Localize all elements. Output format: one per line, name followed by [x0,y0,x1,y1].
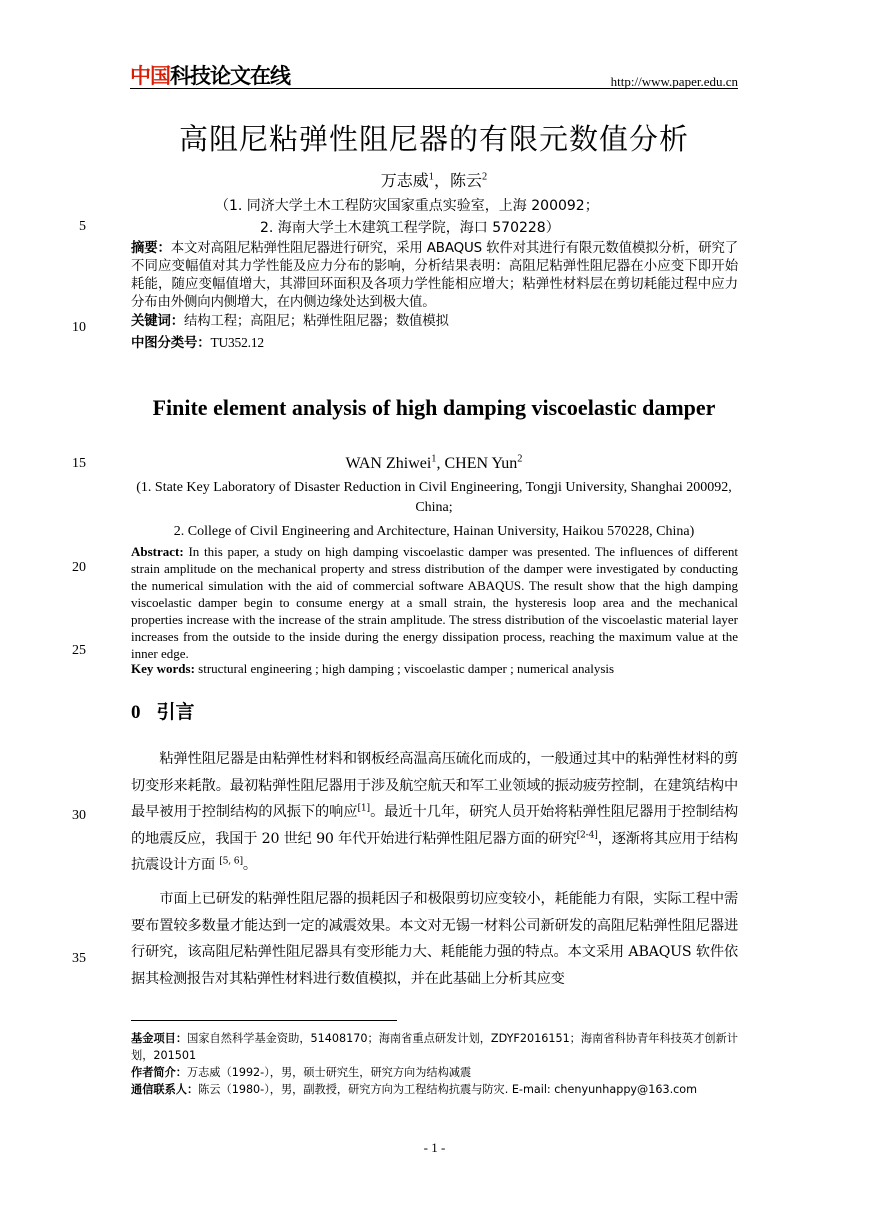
line-number-25: 25 [72,643,86,658]
abstract-cn [131,240,738,312]
logo-red-text: 中国 [130,64,170,88]
footnote-contact-text: 陈云（1980-），男，副教授，研究方向为工程结构抗震与防灾. E-mail: chenyunhappy@163.com [198,1083,698,1096]
author-en-1-affil: 1 [431,453,437,465]
abstract-cn-text: 本文对高阻尼粘弹性阻尼器进行研究，采用 ABAQUS 软件对其进行有限元数值模拟分析，研究了不同应变幅值对其力学性能及应力分布的影响，分析结果表明：高阻尼粘弹性阻尼器在小应变下即开始耗能，随应变幅值增大，其滞回环面积及各项力学性能相应增大；粘弹性材料层在剪切耗能过程中应力分布由外侧向内侧增大，在内侧边缘处达到极大值。 [131,241,738,310]
footnotes [131,1030,738,1098]
keywords-cn [131,313,738,331]
body-p1-text-b: 。最近十几年，研究人员开始将粘弹性阻尼器用于控制结构的地震反应，我国于 20 世纪 90 年代开始进行粘弹性阻尼器方面的研究 [131,804,738,847]
affiliation-en-2: 2. College of Civil Engineering and Architecture, Hainan University, Haikou 570228, China) [173,524,695,539]
body-paragraph-2: 市面上已研发的粘弹性阻尼器的损耗因子和极限剪切应变较小，耗能能力有限，实际工程中需要布置较多数量才能达到一定的减震效果。本文对无锡一材料公司新研发的高阻尼粘弹性阻尼器进行研究，该高阻尼粘弹性阻尼器具有变形能力大、耗能能力强的特点。本文采用 ABAQUS 软件依据其检测报告对其粘弹性材料进行数值模拟，并在此基础上分析其应变 [131,891,738,987]
line-number-5: 5 [79,219,86,234]
keywords-cn-label: 关键词： [131,314,184,329]
keywords-en [131,660,738,677]
header-rule [130,88,738,89]
section-number: 0 [131,702,141,723]
logo-black-text: 科技论文在线 [170,64,290,88]
author-cn-1-affil: 1 [428,171,434,183]
affiliation-cn-2: 2. 海南大学土木建筑工程学院，海口 570228） [260,220,560,236]
citation-ref-5-6[interactable]: [5, 6] [219,855,243,867]
footnote-contact [131,1081,738,1098]
footnote-fund [131,1030,738,1064]
line-number-35: 35 [72,951,86,966]
section-title: 引言 [156,701,195,723]
affiliation-en-1: (1. State Key Laboratory of Disaster Reduction in Civil Engineering, Tongji University, Shanghai 200092, China; [136,480,732,515]
body-p1-text-c: ，逐渐将其应用于结构抗震设计方面 [131,830,738,874]
author-en-2: CHEN Yun [444,455,518,472]
author-en-1: WAN Zhiwei [345,455,432,472]
author-cn-2-affil: 2 [482,171,488,183]
footnote-author-text: 万志威（1992-），男，硕士研究生，研究方向为结构减震 [186,1066,472,1079]
author-en-sep: , [436,455,445,472]
header-url[interactable]: http://www.paper.edu.cn [610,74,738,89]
citation-ref-2-4[interactable]: [2-4] [576,829,598,841]
page-number: - 1 - [423,1140,446,1155]
abstract-cn-label: 摘要： [131,241,171,256]
abstract-en [131,543,738,662]
footnote-rule [131,1020,397,1021]
body-p1-text-a: 粘弹性阻尼器是由粘弹性材料和钢板经高温高压硫化而成的，一般通过其中的粘弹性材料的剪切变形来耗散。最初粘弹性阻尼器用于涉及航空航天和军工业领域的振动疲劳控制，在建筑结构中最早被用于控制结构的风振下的响应 [131,751,738,821]
clc-value: TU352.12 [210,335,264,350]
authors-en [130,453,738,475]
paper-title-en: Finite element analysis of high damping viscoelastic damper [152,395,716,420]
line-number-15: 15 [72,456,86,471]
clc-label: 中图分类号： [131,336,211,351]
footnote-author-label: 作者简介： [131,1066,187,1079]
author-cn-1: 万志威 [380,171,429,190]
body-p1-text-d: 。 [242,857,257,874]
body-paragraph-1 [131,746,738,879]
abstract-en-text: In this paper, a study on high damping viscoelastic damper was presented. The influences of different strain amplitude on the mechanical property and stress distribution of the damper were investigated by conducting the numerical simulation with the aid of commercial software ABAQUS. The result show that the high damping viscoelastic damper begin to consume energy at a small strain, the hysteresis loop area and the mechanical properties increase with the increase of the strain amplitude. The stress distribution of the viscoelastic material layer increases from the outside to the inside during the energy dissipation process, reaching the maximum value at the inner edge. [131,544,738,661]
authors-cn [130,170,738,192]
author-cn-sep: ， [433,171,450,190]
clc-number [131,334,738,353]
section-heading [131,700,195,725]
author-cn-2: 陈云 [450,171,483,190]
affiliation-cn-1: （1. 同济大学土木工程防灾国家重点实验室，上海 200092； [215,198,599,214]
line-number-20: 20 [72,560,86,575]
footnote-fund-text: 国家自然科学基金资助，51408170；海南省重点研发计划，ZDYF2016151；海南省科协青年科技英才创新计划，201501 [131,1032,738,1062]
journal-logo [130,64,290,88]
abstract-cn-block [131,240,738,353]
paper-title-cn: 高阻尼粘弹性阻尼器的有限元数值分析 [178,122,689,156]
keywords-cn-text: 结构工程；高阻尼；粘弹性阻尼器；数值模拟 [183,314,449,329]
line-number-30: 30 [72,808,86,823]
author-en-2-affil: 2 [517,453,523,465]
footnote-contact-label: 通信联系人： [131,1083,199,1096]
footnote-author [131,1064,738,1081]
line-number-10: 10 [72,320,86,335]
citation-ref-1[interactable]: [1] [357,802,370,814]
keywords-en-label: Key words: [131,661,195,676]
abstract-en-label: Abstract: [131,544,184,559]
footnote-fund-label: 基金项目： [131,1032,188,1045]
keywords-en-text: structural engineering ; high damping ; viscoelastic damper ; numerical analysis [194,661,615,676]
